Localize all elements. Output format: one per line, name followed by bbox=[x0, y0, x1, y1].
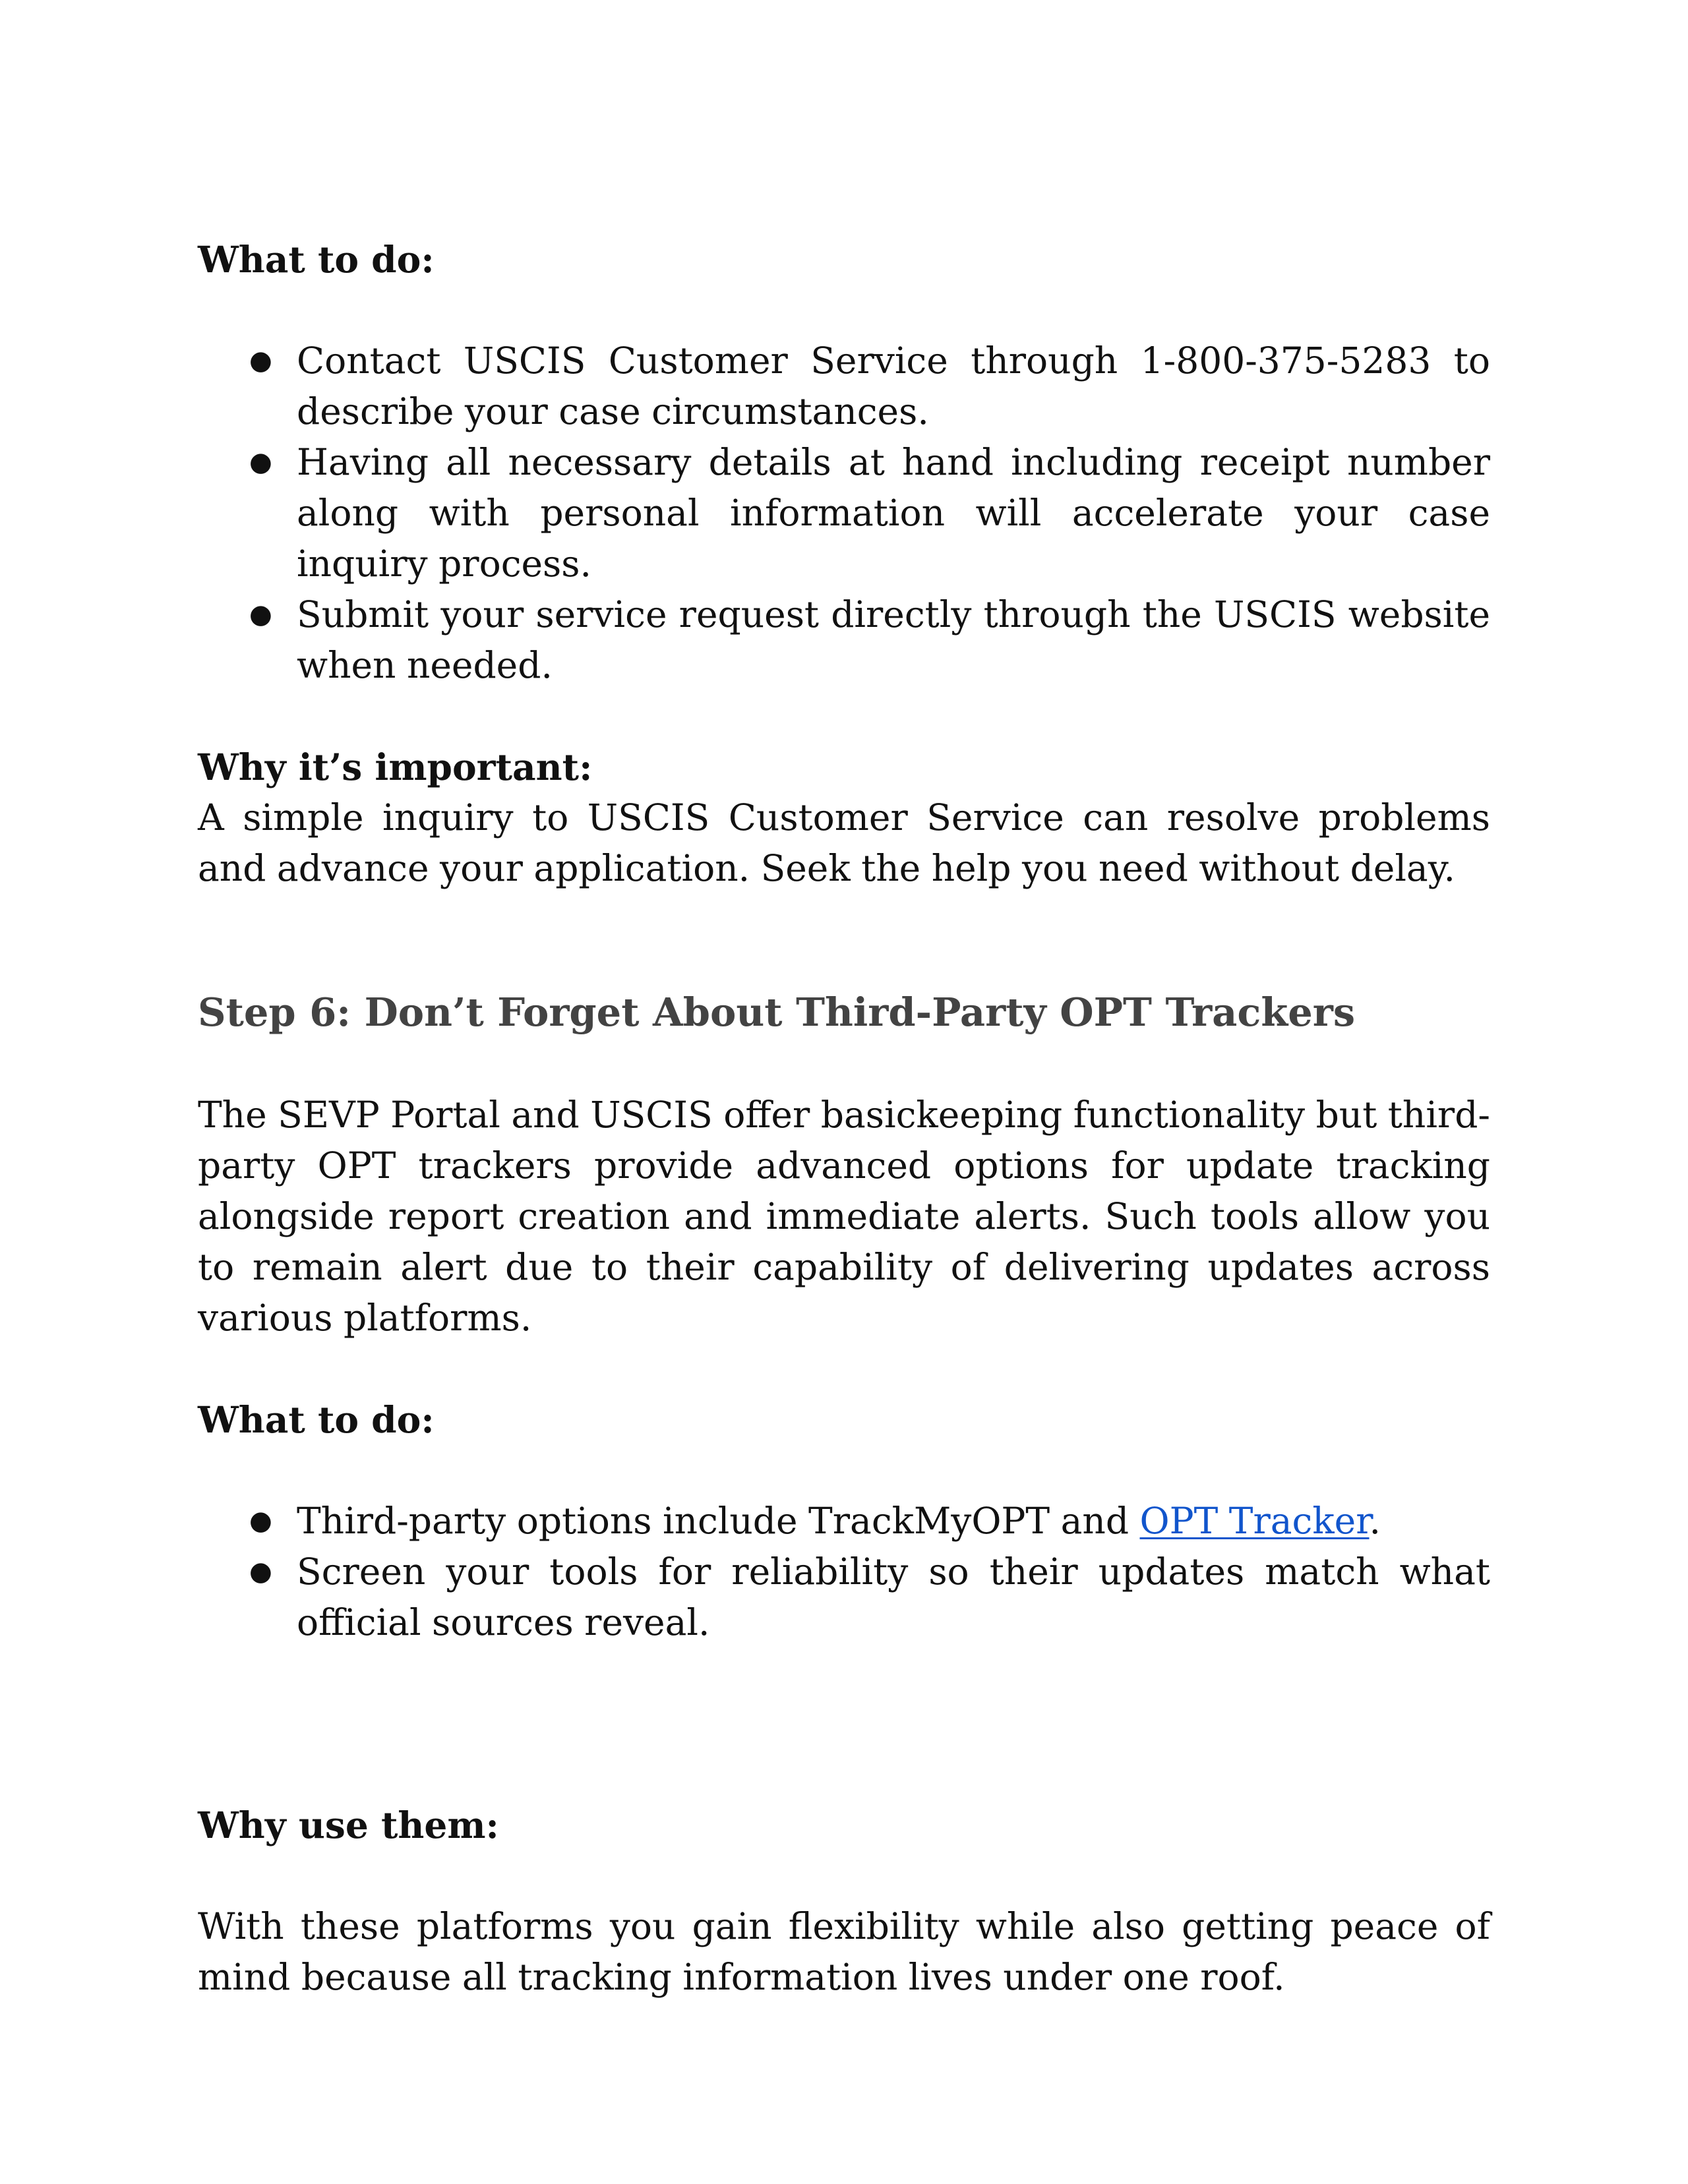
contact-steps-list bbox=[198, 336, 1490, 691]
why-use-text: With these platforms you gain flexibility while also getting peace of mind because all tracking information lives under one roof. bbox=[198, 1905, 1490, 1998]
why-use-heading: Why use them: bbox=[198, 1804, 499, 1846]
list-item-text: Screen your tools for reliability so their updates match what official sources reveal. bbox=[297, 1550, 1490, 1643]
list-item-text-suffix: . bbox=[1369, 1500, 1381, 1542]
list-item bbox=[198, 1496, 1490, 1547]
list-item-text: Submit your service request directly through the USCIS website when needed. bbox=[297, 593, 1490, 686]
list-item-text-prefix: Third-party options include TrackMyOPT and bbox=[297, 1500, 1140, 1542]
what-to-do-heading-2: What to do: bbox=[198, 1398, 435, 1441]
bullet-icon: ● bbox=[249, 447, 272, 477]
opt-tracker-link[interactable]: OPT Tracker bbox=[1139, 1500, 1370, 1542]
bullet-icon: ● bbox=[249, 345, 272, 376]
document-page bbox=[198, 234, 1490, 2003]
list-item bbox=[198, 336, 1490, 437]
step-6-intro: The SEVP Portal and USCIS offer basickeeping functionality but third-party OPT trackers provide advanced options for update tracking alongside report creation and immediate alerts. Such tools allow you to remain alert due to their capability of delivering updates across various platforms. bbox=[198, 1094, 1490, 1339]
list-item bbox=[198, 437, 1490, 589]
bullet-icon: ● bbox=[249, 599, 272, 630]
why-important-text: A simple inquiry to USCIS Customer Service can resolve problems and advance your application. Seek the help you need without delay. bbox=[198, 796, 1490, 889]
bullet-icon: ● bbox=[249, 1556, 272, 1587]
list-item-text: Having all necessary details at hand including receipt number along with personal information will accelerate your case inquiry process. bbox=[297, 441, 1490, 585]
bullet-icon: ● bbox=[249, 1506, 272, 1536]
list-item bbox=[198, 589, 1490, 691]
what-to-do-heading: What to do: bbox=[198, 238, 435, 281]
list-item-text: Contact USCIS Customer Service through 1-800-375-5283 to describe your case circumstances. bbox=[297, 339, 1490, 432]
step-6-title: Step 6: Don’t Forget About Third-Party OPT Trackers bbox=[198, 989, 1356, 1035]
list-item bbox=[198, 1547, 1490, 1648]
why-important-heading: Why it’s important: bbox=[198, 746, 593, 788]
tracker-steps-list bbox=[198, 1496, 1490, 1648]
